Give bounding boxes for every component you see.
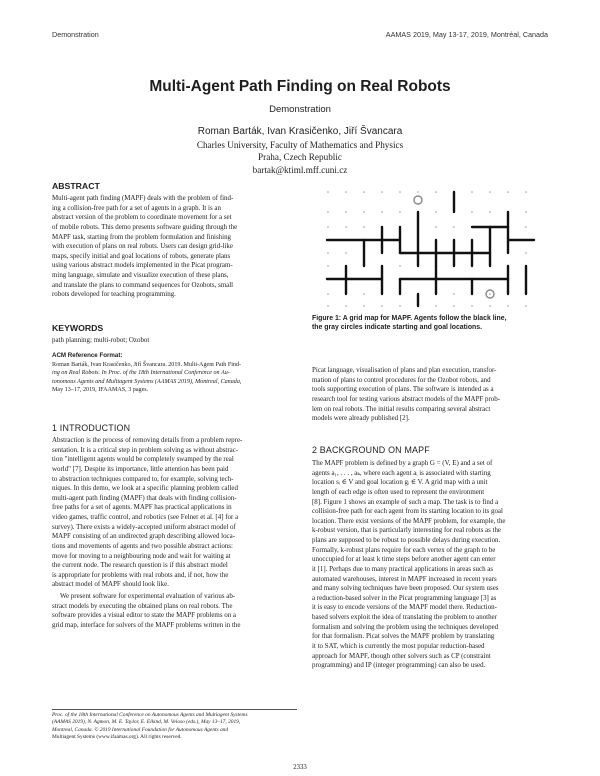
- grid-dot: [381, 211, 383, 213]
- intro-line: is appropriate for problems with real robots and, if not, how the: [52, 570, 229, 579]
- intro-line: tions and movements of agents and two possible abstract actions:: [52, 541, 233, 550]
- intro-line: lem on real robots. The initial results comparing several abstract: [312, 404, 491, 413]
- grid-dot: [381, 305, 383, 307]
- grid-dot: [507, 191, 509, 193]
- grid-dot: [327, 252, 329, 254]
- grid-dot: [489, 293, 491, 295]
- grid-dot: [327, 211, 329, 213]
- grid-dot: [525, 252, 527, 254]
- abstract-line: with execution of plans on real robots. Users can design grid-like: [52, 242, 233, 251]
- intro-line: abstract model of MAPF should look like.: [52, 580, 169, 589]
- background-line: [8]. Figure 1 shows an example of such a map. The task is to find a: [312, 497, 499, 506]
- grid-dot: [363, 226, 365, 228]
- acm-reference-line: ing on Real Robots. In Proc. of the 18th International Conference on Au-: [52, 370, 230, 377]
- map-walls: [327, 192, 534, 306]
- introduction-para1: [52, 436, 297, 590]
- grid-dot: [345, 211, 347, 213]
- intro-line: world" [7]. Despite its importance, little attention has been paid: [52, 464, 229, 473]
- running-head-left: Demonstration: [52, 30, 99, 39]
- keywords-text: path planning; multi-robot; Ozobot: [52, 336, 150, 344]
- background-line: approach for MAPF, though other solvers such as CP (constraint: [312, 651, 491, 660]
- grid-dot: [399, 191, 401, 193]
- grid-dot: [453, 293, 455, 295]
- grid-dot: [453, 305, 455, 307]
- institution: Charles University, Faculty of Mathematics and Physics: [196, 139, 404, 150]
- abstract-line: Multi-agent path finding (MAPF) deals with the problem of find-: [52, 194, 234, 202]
- grid-map-figure: [322, 182, 538, 310]
- background-body: [312, 459, 548, 671]
- grid-dot: [345, 305, 347, 307]
- abstract-body: [52, 194, 297, 300]
- background-line: and many solving techniques have been proposed. Our system uses: [312, 584, 499, 593]
- background-line: it [1]. Perhaps due to many practical applications in areas such as: [312, 564, 494, 573]
- background-line: location sᵢ ∈ V and goal location gᵢ ∈ V. A grid map with a unit: [312, 478, 488, 487]
- grid-dot: [525, 226, 527, 228]
- background-line: automated warehouses, interest in MAPF increased in recent years: [312, 574, 497, 583]
- intro-line: multi-agent path finding (MAPF) that deals with finding collision-: [52, 493, 237, 502]
- grid-dot: [489, 305, 491, 307]
- grid-dot: [525, 305, 527, 307]
- email[interactable]: bartak@ktiml.mff.cuni.cz: [252, 164, 348, 175]
- grid-dot: [435, 305, 437, 307]
- abstract-line: MAPF task, starting from the problem formulation and finishing: [52, 232, 232, 241]
- location: Praha, Czech Republic: [258, 152, 342, 163]
- grid-dot: [471, 191, 473, 193]
- intro-line: tools supporting execution of plans. The software is intended as a: [312, 385, 494, 394]
- grid-dot: [327, 191, 329, 193]
- background-line: for that formalism. Picat solves the MAPF problem by translating: [312, 632, 495, 641]
- footnote-rule: [52, 709, 297, 710]
- grid-dot: [327, 293, 329, 295]
- grid-dot: [363, 305, 365, 307]
- intro-line: niques. In this demo, we look at a specific planning problem called: [52, 484, 238, 493]
- footnote-line: Multiagent Systems (www.ifaamas.org). All rights reserved.: [52, 734, 182, 741]
- grid-dot: [399, 265, 401, 267]
- abstract-line: robots developed for teaching programming.: [52, 290, 176, 299]
- background-line: it is easy to encode versions of the MAPF model there. Reduction-: [312, 603, 497, 612]
- grid-dot: [453, 226, 455, 228]
- background-line: location. There exist versions of the MAPF problem, for example, the: [312, 516, 506, 525]
- background-line: The MAPF problem is defined by a graph G = (V, E) and a set of: [312, 459, 493, 467]
- grid-dot: [345, 226, 347, 228]
- intro-line: We present software for experimental evaluation of various ab-: [60, 592, 236, 600]
- intro-line: free paths for a set of agents. MAPF has practical applications in: [52, 503, 232, 512]
- acm-reference-body: [52, 361, 297, 395]
- grid-dot: [327, 305, 329, 307]
- background-line: Formally, k-robust plans require for each vertex of the graph to be: [312, 545, 496, 554]
- footnote: [52, 712, 297, 742]
- paper-title: Multi-Agent Path Finding on Real Robots: [149, 78, 451, 95]
- abstract-line: of mobile robots. This demo presents software guiding through the: [52, 222, 238, 231]
- grid-dot: [471, 211, 473, 213]
- page-number: 2333: [293, 764, 307, 771]
- running-head-right: AAMAS 2019, May 13-17, 2019, Montréal, Canada: [385, 30, 548, 39]
- abstract-line: maps, specify initial and goal locations of robots, generate plans: [52, 251, 231, 260]
- grid-dot: [489, 211, 491, 213]
- grid-dot: [525, 191, 527, 193]
- abstract-line: ing a collision-free path for a set of agents in a graph. It is an: [52, 203, 221, 212]
- background-line: plans are supposed to be robust to possible delays during execution.: [312, 536, 501, 544]
- grid-dot: [435, 226, 437, 228]
- grid-dots: [327, 191, 527, 307]
- intro-line: video games, traffic control, and robotics (see Felner et al. [4] for a: [52, 513, 239, 521]
- grid-dot: [435, 211, 437, 213]
- background-line: length of each edge is often used to represent the environment: [312, 487, 485, 496]
- intro-line: stract models by executing the obtained plans on real robots. The: [52, 601, 233, 610]
- grid-dot: [345, 252, 347, 254]
- grid-dot: [507, 305, 509, 307]
- figure-caption: [312, 314, 548, 332]
- footnote-line: Proc. of the 18th International Conference on Autonomous Agents and Multiagent Systems: [52, 712, 248, 718]
- background-line: based solvers exploit the idea of translating the problem to another: [312, 613, 497, 621]
- abstract-line: using various abstract models implemented in the Picat program-: [52, 261, 233, 270]
- footnote-line: (AAMAS 2019), N. Agmon, M. E. Taylor, E. Elkind, M. Veloso (eds.), May 13–17, 2019,: [52, 719, 241, 726]
- author-block: [0, 126, 600, 176]
- intro-line: Picat language, visualisation of plans and plan execution, transfor-: [312, 366, 497, 374]
- intro-line: move for moving to a neighbouring node and wait for waiting at: [52, 551, 231, 560]
- grid-dot: [363, 191, 365, 193]
- grid-dot: [327, 265, 329, 267]
- intro-line: mation of plans to control procedures for the Ozobot robots, and: [312, 375, 491, 384]
- background-line: programming) and IP (integer programming) can also be used.: [312, 661, 486, 670]
- acm-reference-line: Roman Barták, Ivan Krasičenko, Jiří Švancara. 2019. Multi-Agent Path Find-: [52, 362, 242, 368]
- grid-dot: [363, 211, 365, 213]
- grid-dot: [525, 211, 527, 213]
- intro-line: Abstraction is the process of removing details from a problem repre-: [52, 436, 243, 444]
- background-line: agents a₁, . . . , aₖ, where each agent aᵢ is associated with starting: [312, 468, 491, 477]
- grid-dot: [363, 293, 365, 295]
- background-line: k-robust version, that is particularly interesting for real robots as the: [312, 526, 501, 535]
- intro-line: to abstraction techniques compared to, for example, solving tech-: [52, 474, 234, 483]
- background-line: formalism and solving the problem using the techniques developed: [312, 622, 499, 631]
- intro-line: grid map, interface for solvers of the MAPF problems written in the: [52, 620, 241, 629]
- abstract-line: ming language, simulate and visualize execution of these plans,: [52, 271, 229, 279]
- authors: Roman Barták, Ivan Krasičenko, Jiří Švancara: [197, 126, 403, 137]
- acm-reference-heading: ACM Reference Format:: [52, 352, 123, 359]
- introduction-para2: [52, 592, 297, 631]
- grid-dot: [417, 191, 419, 193]
- background-line: collision-free path for each agent from its starting location to its goal: [312, 507, 503, 516]
- abstract-heading: ABSTRACT: [52, 181, 100, 191]
- grid-dot: [381, 191, 383, 193]
- intro-line: tion "intelligent agents would be completely swamped by the real: [52, 455, 234, 464]
- background-line: it to SAT, which is currently the most popular reduction-based: [312, 641, 485, 650]
- intro-line: research tool for testing various abstract models of the MAPF prob-: [312, 394, 501, 403]
- footnote-line: Montreal, Canada. © 2019 International Foundation for Autonomous Agents and: [52, 726, 229, 733]
- background-line: a reduction-based solver in the Picat programming language [3] as: [312, 593, 497, 602]
- start-location-circle: [414, 196, 422, 204]
- grid-dot: [471, 305, 473, 307]
- intro-line: survey). There exists a widely-accepted uniform abstract model of: [52, 522, 236, 531]
- intro-line: software provides a visual editor to state the MAPF problems on a: [52, 611, 237, 620]
- grid-dot: [345, 191, 347, 193]
- grid-dot: [327, 226, 329, 228]
- grid-dot: [399, 211, 401, 213]
- background-line: unoccupied for at least k time steps before another agent can enter: [312, 555, 496, 564]
- caption-line: the gray circles indicate starting and goal locations.: [312, 324, 483, 331]
- acm-reference-line: May 13–17, 2019, IFAAMAS, 3 pages.: [52, 387, 149, 394]
- intro-line: sentation. It is a critical step in problem solving as without abstrac-: [52, 445, 239, 454]
- introduction-continuation: [312, 366, 548, 424]
- intro-line: the current node. The research question is if this abstract model: [52, 561, 228, 570]
- paper-subtitle: Demonstration: [269, 104, 331, 115]
- acm-reference-line: tonomous Agents and Multiagent Systems (AAMAS 2019), Montreal, Canada,: [52, 378, 242, 385]
- introduction-heading: 1 INTRODUCTION: [52, 423, 131, 433]
- intro-line: models were already published [2].: [312, 414, 410, 423]
- grid-dot: [489, 191, 491, 193]
- abstract-line: abstract version of the problem to coordinate movement for a set: [52, 213, 232, 222]
- background-heading: 2 BACKGROUND ON MAPF: [312, 445, 430, 455]
- caption-line: Figure 1: A grid map for MAPF. Agents follow the black line,: [312, 315, 507, 322]
- keywords-heading: KEYWORDS: [52, 323, 104, 333]
- grid-dot: [435, 191, 437, 193]
- abstract-line: and translate the plans to command sequences for Ozobots, small: [52, 280, 234, 289]
- intro-line: MAPF consisting of an undirected graph describing allowed loca-: [52, 532, 236, 541]
- grid-dot: [399, 305, 401, 307]
